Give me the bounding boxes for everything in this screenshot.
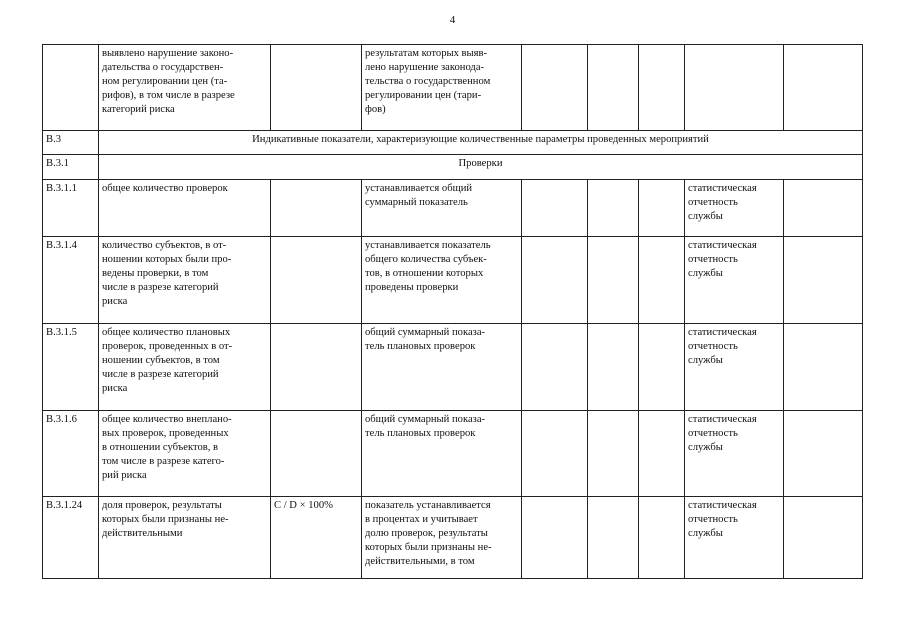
section-title: Индикативные показатели, характеризующие количественные параметры проведенных мероприятий — [99, 131, 863, 155]
method-cell: устанавливается общий суммарный показатель — [362, 180, 522, 237]
code-cell: В.3.1.5 — [43, 324, 99, 411]
empty-cell — [784, 497, 863, 579]
name-cell: количество субъектов, в от- ношении которых были про- ведены проверки, в том числе в разрезе категорий риска — [99, 237, 271, 324]
empty-cell — [639, 180, 685, 237]
empty-cell — [522, 497, 588, 579]
method-cell: общий суммарный показа- тель плановых проверок — [362, 324, 522, 411]
section-title: Проверки — [99, 155, 863, 180]
name-cell: общее количество плановых проверок, проведенных в от- ношении субъектов, в том числе в разрезе категорий риска — [99, 324, 271, 411]
table-row — [43, 411, 863, 497]
empty-cell — [522, 411, 588, 497]
source-cell: статистическая отчетность службы — [685, 180, 784, 237]
empty-cell — [588, 497, 639, 579]
formula-cell — [271, 411, 362, 497]
code-cell: В.3.1.24 — [43, 497, 99, 579]
name-cell: общее количество внеплано- вых проверок, проведенных в отношении субъектов, в том числе в разрезе катего- рий риска — [99, 411, 271, 497]
empty-cell — [522, 324, 588, 411]
table-row — [43, 497, 863, 579]
empty-cell — [588, 237, 639, 324]
empty-cell — [639, 411, 685, 497]
code-cell — [43, 45, 99, 131]
indicators-table — [42, 44, 863, 579]
formula-cell — [271, 324, 362, 411]
empty-cell — [784, 237, 863, 324]
empty-cell — [588, 411, 639, 497]
code-cell: В.3.1.4 — [43, 237, 99, 324]
formula-cell: C / D × 100% — [271, 497, 362, 579]
formula-cell — [271, 237, 362, 324]
empty-cell — [588, 45, 639, 131]
name-cell: доля проверок, результаты которых были признаны не- действительными — [99, 497, 271, 579]
empty-cell — [784, 45, 863, 131]
formula-cell — [271, 180, 362, 237]
source-cell: статистическая отчетность службы — [685, 411, 784, 497]
code-cell: В.3.1.6 — [43, 411, 99, 497]
page-number: 4 — [449, 14, 456, 26]
section-row — [43, 155, 863, 180]
source-cell — [685, 45, 784, 131]
code-cell: В.3.1.1 — [43, 180, 99, 237]
empty-cell — [588, 324, 639, 411]
empty-cell — [784, 411, 863, 497]
section-row — [43, 131, 863, 155]
formula-cell — [271, 45, 362, 131]
empty-cell — [522, 180, 588, 237]
source-cell: статистическая отчетность службы — [685, 324, 784, 411]
empty-cell — [639, 497, 685, 579]
table-row — [43, 324, 863, 411]
source-cell: статистическая отчетность службы — [685, 237, 784, 324]
section-code: В.3.1 — [43, 155, 99, 180]
empty-cell — [522, 45, 588, 131]
method-cell: устанавливается показатель общего количества субъек- тов, в отношении которых проведены проверки — [362, 237, 522, 324]
empty-cell — [784, 324, 863, 411]
empty-cell — [522, 237, 588, 324]
section-code: В.3 — [43, 131, 99, 155]
table-row — [43, 237, 863, 324]
method-cell: показатель устанавливается в процентах и учитывает долю проверок, результаты которых были признаны не- действительными, в том — [362, 497, 522, 579]
table-row — [43, 45, 863, 131]
empty-cell — [639, 237, 685, 324]
source-cell: статистическая отчетность службы — [685, 497, 784, 579]
empty-cell — [784, 180, 863, 237]
table-row — [43, 180, 863, 237]
name-cell: общее количество проверок — [99, 180, 271, 237]
method-cell: результатам которых выяв- лено нарушение законода- тельства о государственном регулировании цен (тари- фов) — [362, 45, 522, 131]
empty-cell — [588, 180, 639, 237]
name-cell: выявлено нарушение законо- дательства о государствен- ном регулировании цен (та- рифов), в том числе в разрезе категорий риска — [99, 45, 271, 131]
method-cell: общий суммарный показа- тель плановых проверок — [362, 411, 522, 497]
empty-cell — [639, 324, 685, 411]
empty-cell — [639, 45, 685, 131]
